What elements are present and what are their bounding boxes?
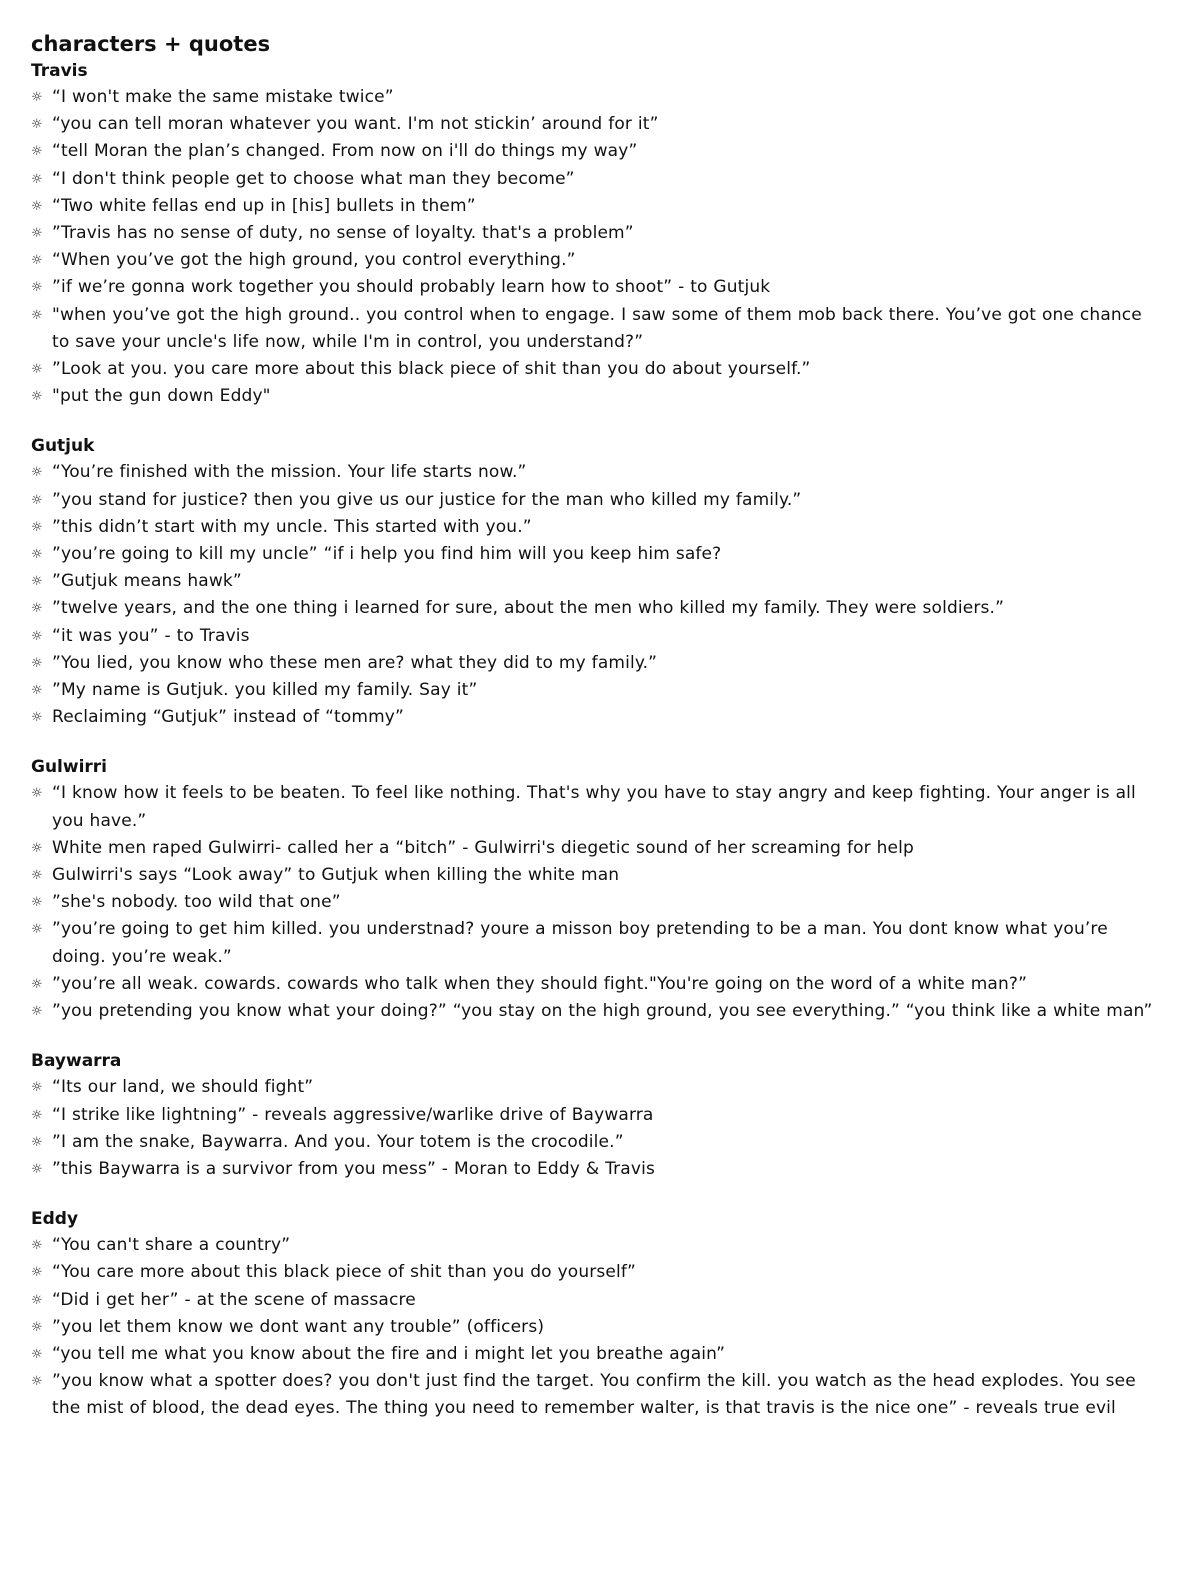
- bullet-icon: ☼: [31, 117, 43, 133]
- quote-text: ”I am the snake, Baywarra. And you. Your totem is the crocodile.”: [52, 1131, 624, 1152]
- quote-item: [31, 1341, 1160, 1368]
- character-heading: Eddy: [31, 1209, 79, 1230]
- bullet-icon: ☼: [31, 786, 43, 802]
- quote-item: [31, 247, 1160, 274]
- quote-item: [31, 383, 1160, 410]
- quote-item: [31, 780, 1160, 834]
- bullet-icon: ☼: [31, 171, 43, 187]
- quote-item: [31, 111, 1160, 138]
- quote-item: [31, 889, 1160, 916]
- bullet-icon: ☼: [31, 492, 43, 508]
- quote-text: ”she's nobody. too wild that one”: [52, 892, 341, 913]
- quote-item: [31, 568, 1160, 595]
- quote-list: [31, 1232, 1160, 1422]
- quote-text: "put the gun down Eddy": [52, 386, 271, 407]
- quote-text: "when you’ve got the high ground.. you control when to engage. I saw some of them mob back there. You’ve got one chance to save your uncle's life now, while I'm in control, you understand?”: [52, 304, 1142, 352]
- bullet-icon: ☼: [31, 389, 43, 405]
- bullet-icon: ☼: [31, 1374, 43, 1390]
- quote-text: ”this didn’t start with my uncle. This started with you.”: [52, 516, 532, 537]
- quote-item: [31, 704, 1160, 731]
- bullet-icon: ☼: [31, 710, 43, 726]
- quote-item: [31, 862, 1160, 889]
- quote-item: [31, 166, 1160, 193]
- quote-item: [31, 138, 1160, 165]
- quote-text: ”if we’re gonna work together you should probably learn how to shoot” - to Gutjuk: [52, 277, 771, 298]
- quote-item: [31, 998, 1160, 1025]
- quote-item: [31, 1314, 1160, 1341]
- bullet-icon: ☼: [31, 840, 43, 856]
- character-heading: Baywarra: [31, 1051, 122, 1072]
- quote-text: White men raped Gulwirri- called her a “bitch” - Gulwirri's diegetic sound of her screaming for help: [52, 837, 914, 858]
- quote-item: [31, 595, 1160, 622]
- quote-item: [31, 541, 1160, 568]
- quote-text: ”you’re going to get him killed. you understnad? youre a misson boy pretending to be a man. You dont know what you’re doing. you’re weak.”: [52, 919, 1108, 967]
- quote-item: [31, 623, 1160, 650]
- quote-text: Reclaiming “Gutjuk” instead of “tommy”: [52, 707, 404, 728]
- quote-item: [31, 274, 1160, 301]
- quote-text: ”Travis has no sense of duty, no sense of loyalty. that's a problem”: [52, 223, 634, 244]
- bullet-icon: ☼: [31, 1265, 43, 1281]
- quote-item: [31, 193, 1160, 220]
- bullet-icon: ☼: [31, 280, 43, 296]
- quote-text: “it was you” - to Travis: [52, 625, 250, 646]
- quote-text: “I know how it feels to be beaten. To feel like nothing. That's why you have to stay angry and keep fighting. Your anger is all you have.”: [52, 783, 1136, 831]
- quote-text: ”Look at you. you care more about this black piece of shit than you do about yourself.”: [52, 359, 811, 380]
- bullet-icon: ☼: [31, 601, 43, 617]
- quote-text: ”You lied, you know who these men are? what they did to my family.”: [52, 652, 658, 673]
- character-sections: [31, 58, 1160, 1423]
- quote-text: “I don't think people get to choose what man they become”: [52, 168, 575, 189]
- bullet-icon: ☼: [31, 1004, 43, 1020]
- quote-item: [31, 677, 1160, 704]
- quote-item: [31, 220, 1160, 247]
- bullet-icon: ☼: [31, 976, 43, 992]
- bullet-icon: ☼: [31, 144, 43, 160]
- quote-item: [31, 1232, 1160, 1259]
- quote-item: [31, 1129, 1160, 1156]
- bullet-icon: ☼: [31, 362, 43, 378]
- quote-item: [31, 514, 1160, 541]
- quote-text: “tell Moran the plan’s changed. From now on i'll do things my way”: [52, 141, 638, 162]
- quote-text: ”Gutjuk means hawk”: [52, 571, 242, 592]
- quote-text: “You’re finished with the mission. Your life starts now.”: [52, 462, 527, 483]
- quote-text: Gulwirri's says “Look away” to Gutjuk when killing the white man: [52, 865, 620, 886]
- quote-text: ”you’re all weak. cowards. cowards who talk when they should fight."You're going on the word of a white man?”: [52, 973, 1028, 994]
- bullet-icon: ☼: [31, 226, 43, 242]
- quote-text: ”you pretending you know what your doing?” “you stay on the high ground, you see everything.” “you think like a white man”: [52, 1001, 1153, 1022]
- quote-item: [31, 971, 1160, 998]
- quote-text: “Two white fellas end up in [his] bullets in them”: [52, 195, 476, 216]
- quote-item: [31, 84, 1160, 111]
- quote-list: [31, 780, 1160, 1025]
- bullet-icon: ☼: [31, 307, 43, 323]
- bullet-icon: ☼: [31, 1134, 43, 1150]
- quote-text: “you tell me what you know about the fire and i might let you breathe again”: [52, 1343, 726, 1364]
- quote-text: “You care more about this black piece of shit than you do yourself”: [52, 1262, 636, 1283]
- bullet-icon: ☼: [31, 1292, 43, 1308]
- quote-list: [31, 459, 1160, 731]
- quote-item: [31, 356, 1160, 383]
- bullet-icon: ☼: [31, 574, 43, 590]
- quote-item: [31, 1259, 1160, 1286]
- bullet-icon: ☼: [31, 922, 43, 938]
- bullet-icon: ☼: [31, 1161, 43, 1177]
- bullet-icon: ☼: [31, 1080, 43, 1096]
- quote-text: “you can tell moran whatever you want. I'm not stickin’ around for it”: [52, 114, 659, 135]
- quote-text: “I won't make the same mistake twice”: [52, 87, 394, 107]
- quote-item: [31, 1156, 1160, 1183]
- quote-text: “When you’ve got the high ground, you control everything.”: [52, 250, 576, 271]
- quote-text: “You can't share a country”: [52, 1235, 291, 1256]
- bullet-icon: ☼: [31, 628, 43, 644]
- quote-list: [31, 84, 1160, 410]
- bullet-icon: ☼: [31, 198, 43, 214]
- bullet-icon: ☼: [31, 465, 43, 481]
- bullet-icon: ☼: [31, 253, 43, 269]
- bullet-icon: ☼: [31, 519, 43, 535]
- quote-text: ”My name is Gutjuk. you killed my family. Say it”: [52, 680, 478, 701]
- quote-text: “Its our land, we should fight”: [52, 1077, 314, 1098]
- quote-item: [31, 916, 1160, 970]
- quote-text: ”you let them know we dont want any trouble” (officers): [52, 1316, 545, 1337]
- quote-text: ”you’re going to kill my uncle” “if i help you find him will you keep him safe?: [52, 544, 722, 565]
- quote-item: [31, 1074, 1160, 1101]
- bullet-icon: ☼: [31, 547, 43, 563]
- character-section-baywarra: [31, 1048, 1160, 1183]
- character-section-gulwirri: [31, 754, 1160, 1025]
- quote-text: “Did i get her” - at the scene of massacre: [52, 1289, 416, 1310]
- quote-item: [31, 459, 1160, 486]
- bullet-icon: ☼: [31, 655, 43, 671]
- bullet-icon: ☼: [31, 90, 43, 105]
- bullet-icon: ☼: [31, 1107, 43, 1123]
- quote-item: [31, 835, 1160, 862]
- quote-item: [31, 302, 1160, 356]
- character-section-gutjuk: [31, 433, 1160, 731]
- quote-text: ”this Baywarra is a survivor from you mess” - Moran to Eddy & Travis: [52, 1158, 655, 1179]
- quote-text: ”twelve years, and the one thing i learned for sure, about the men who killed my family. They were soldiers.”: [52, 598, 1005, 619]
- quote-text: “I strike like lightning” - reveals aggressive/warlike drive of Baywarra: [52, 1104, 654, 1125]
- quote-item: [31, 1287, 1160, 1314]
- document-title: characters + quotes: [31, 32, 271, 56]
- character-heading: Gutjuk: [31, 436, 95, 457]
- character-heading: Gulwirri: [31, 757, 108, 778]
- quote-item: [31, 1102, 1160, 1129]
- character-section-eddy: [31, 1206, 1160, 1422]
- bullet-icon: ☼: [31, 683, 43, 699]
- quote-item: [31, 1368, 1160, 1422]
- quote-text: ”you know what a spotter does? you don't just find the target. You confirm the kill. you watch as the head explodes. You see the mist of blood, the dead eyes. The thing you need to remember walter, is that travis is the nice one” - reveals true evil: [52, 1371, 1136, 1419]
- bullet-icon: ☼: [31, 868, 43, 884]
- bullet-icon: ☼: [31, 1319, 43, 1335]
- bullet-icon: ☼: [31, 1346, 43, 1362]
- quote-item: [31, 487, 1160, 514]
- quote-item: [31, 650, 1160, 677]
- quote-text: ”you stand for justice? then you give us our justice for the man who killed my family.”: [52, 489, 802, 510]
- character-section-travis: [31, 58, 1160, 410]
- bullet-icon: ☼: [31, 895, 43, 911]
- quote-list: [31, 1074, 1160, 1183]
- character-heading: Travis: [31, 61, 88, 81]
- bullet-icon: ☼: [31, 1238, 43, 1254]
